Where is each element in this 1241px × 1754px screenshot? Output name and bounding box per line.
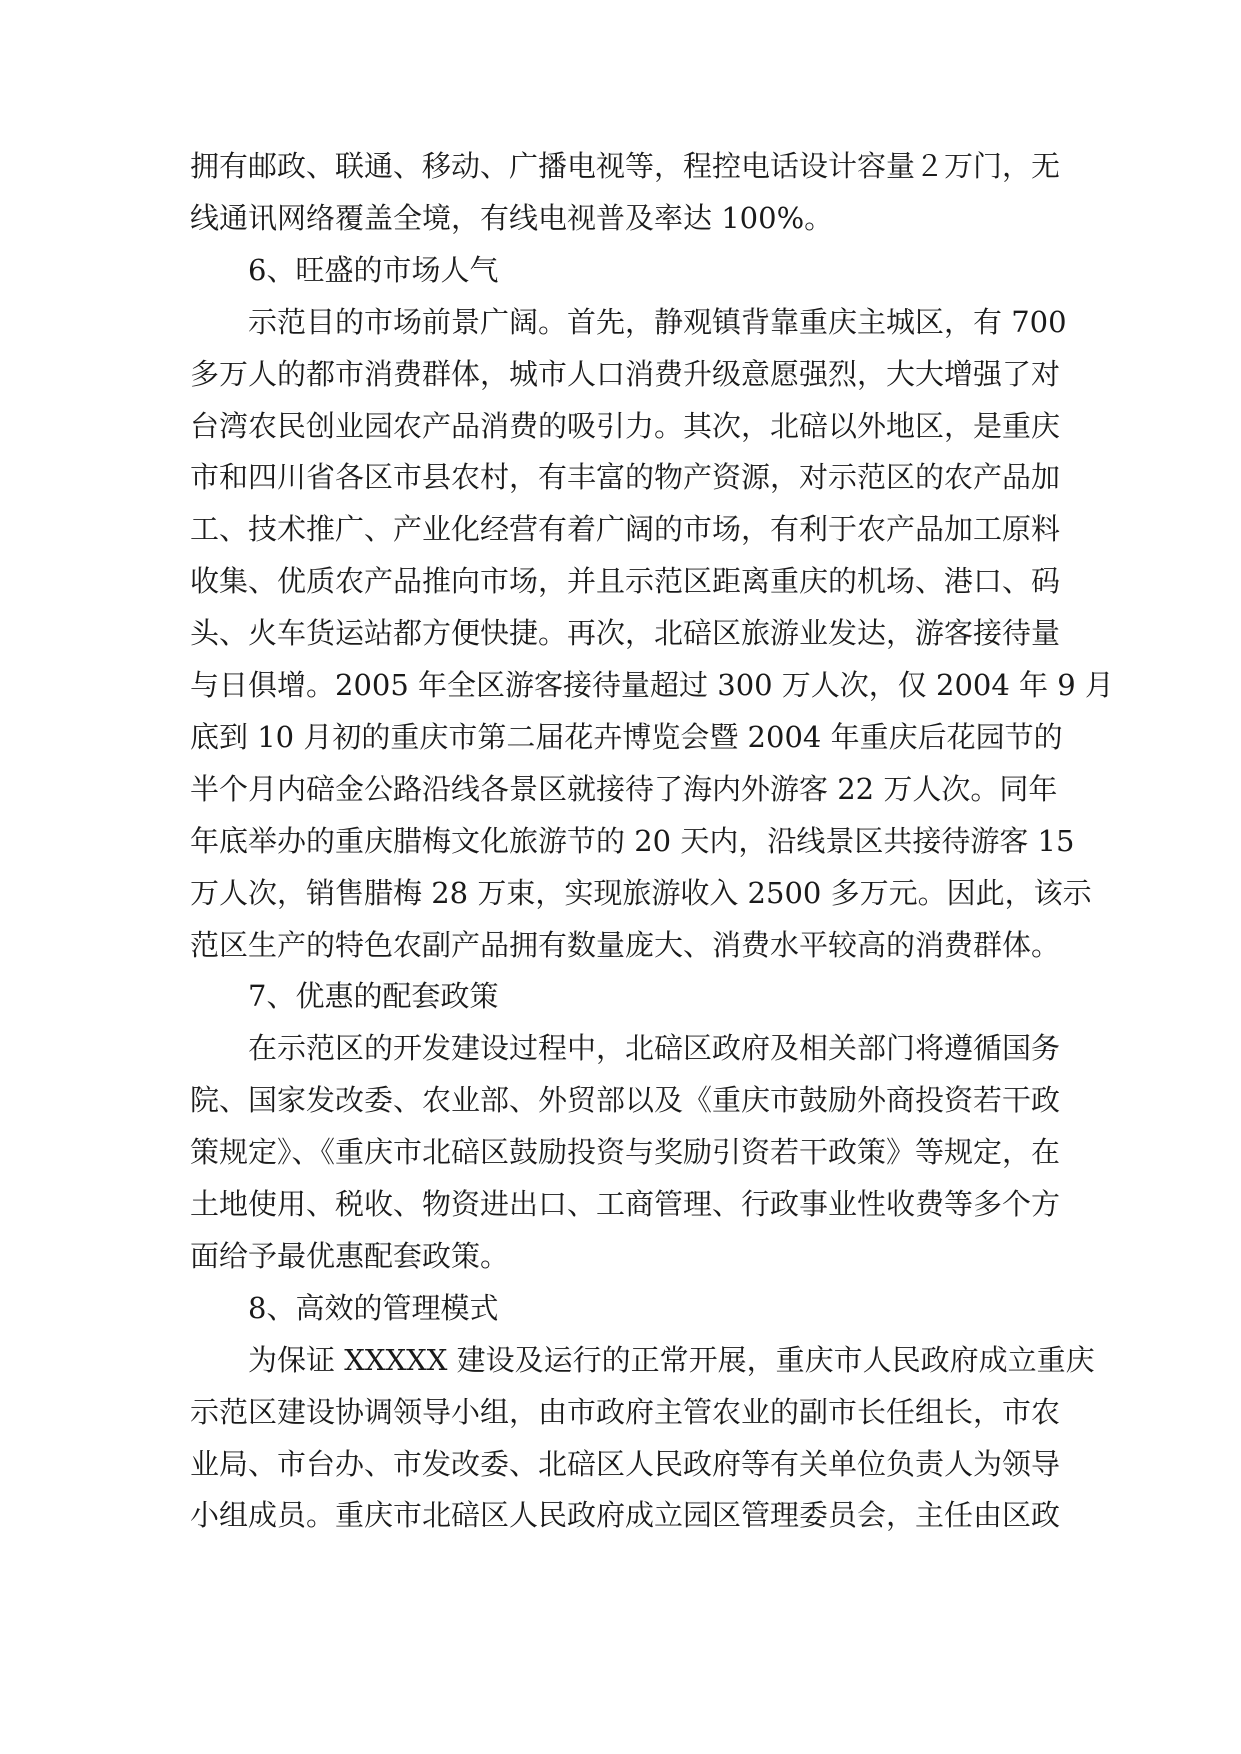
text-line: 头、火车货运站都方便快捷。再次，北碚区旅游业发达，游客接待量 bbox=[190, 616, 1061, 651]
text-line: 台湾农民创业园农产品消费的吸引力。其次，北碚以外地区，是重庆 bbox=[190, 408, 1061, 443]
text-line: 线通讯网络覆盖全境，有线电视普及率达 100%。 bbox=[190, 200, 834, 235]
text-line: 示范区建设协调领导小组，由市政府主管农业的副市长任组长，市农 bbox=[190, 1394, 1061, 1429]
text-line: 在示范区的开发建设过程中，北碚区政府及相关部门将遵循国务 bbox=[248, 1031, 1061, 1066]
text-line: 8、高效的管理模式 bbox=[248, 1290, 499, 1325]
text-line: 6、旺盛的市场人气 bbox=[248, 252, 499, 287]
text-line: 万人次，销售腊梅 28 万束，实现旅游收入 2500 多万元。因此，该示 bbox=[190, 875, 1092, 910]
text-line: 多万人的都市消费群体，城市人口消费升级意愿强烈，大大增强了对 bbox=[190, 356, 1061, 391]
text-line: 院、国家发改委、农业部、外贸部以及《重庆市鼓励外商投资若干政 bbox=[190, 1083, 1061, 1118]
text-line: 面给予最优惠配套政策。 bbox=[190, 1238, 510, 1273]
text-line: 半个月内碚金公路沿线各景区就接待了海内外游客 22 万人次。同年 bbox=[190, 771, 1058, 806]
text-line: 范区生产的特色农副产品拥有数量庞大、消费水平较高的消费群体。 bbox=[190, 927, 1061, 962]
text-line: 小组成员。重庆市北碚区人民政府成立园区管理委员会，主任由区政 bbox=[190, 1498, 1061, 1533]
text-line: 土地使用、税收、物资进出口、工商管理、行政事业性收费等多个方 bbox=[190, 1187, 1061, 1221]
text-line: 与日俱增。2005 年全区游客接待量超过 300 万人次，仅 2004 年 9 月 bbox=[190, 668, 1114, 702]
text-line: 业局、市台办、市发改委、北碚区人民政府等有关单位负责人为领导 bbox=[190, 1446, 1061, 1481]
text-line: 7、优惠的配套政策 bbox=[248, 979, 499, 1014]
text-line: 示范目的市场前景广阔。首先，静观镇背靠重庆主城区，有 700 bbox=[248, 304, 1067, 339]
text-line: 为保证 XXXXX 建设及运行的正常开展，重庆市人民政府成立重庆 bbox=[248, 1342, 1095, 1377]
text-line: 拥有邮政、联通、移动、广播电视等，程控电话设计容量２万门，无 bbox=[190, 149, 1061, 183]
text-line: 市和四川省各区市县农村，有丰富的物产资源，对示范区的农产品加 bbox=[190, 460, 1061, 495]
text-line: 工、技术推广、产业化经营有着广阔的市场，有利于农产品加工原料 bbox=[190, 512, 1061, 547]
text-line: 收集、优质农产品推向市场，并且示范区距离重庆的机场、港口、码 bbox=[190, 564, 1061, 599]
text-line: 底到 10 月初的重庆市第二届花卉博览会暨 2004 年重庆后花园节的 bbox=[190, 719, 1063, 754]
text-line: 年底举办的重庆腊梅文化旅游节的 20 天内，沿线景区共接待游客 15 bbox=[190, 823, 1075, 858]
text-line: 策规定》、《重庆市北碚区鼓励投资与奖励引资若干政策》等规定，在 bbox=[190, 1135, 1061, 1170]
